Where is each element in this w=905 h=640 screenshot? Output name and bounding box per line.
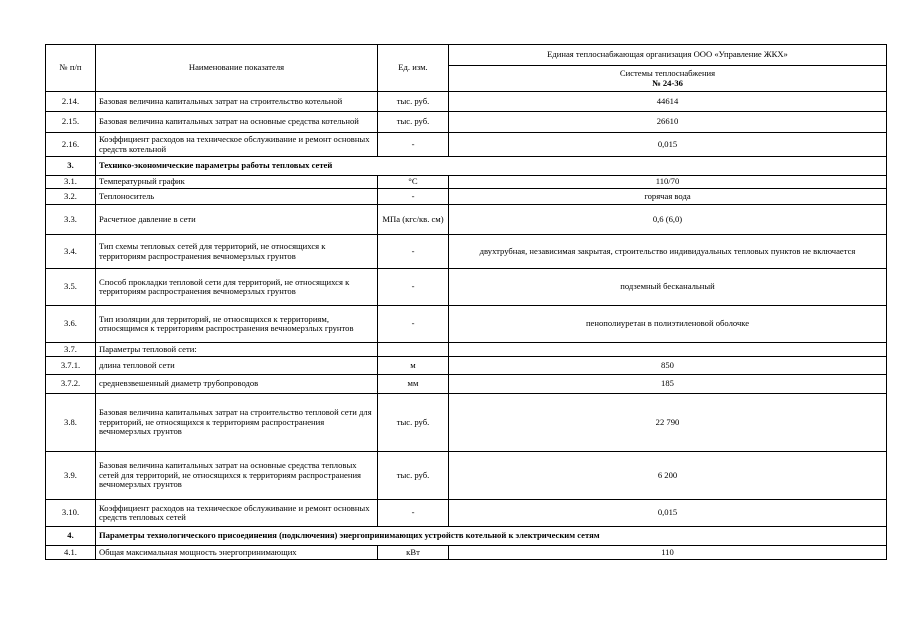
row-name: Тип схемы тепловых сетей для территорий, не относящихся к территориям распространения вечномерзлых грунтов: [96, 235, 378, 269]
table-row: [46, 546, 887, 560]
row-name: Базовая величина капитальных затрат на основные средства котельной: [96, 112, 378, 133]
row-unit: -: [378, 500, 449, 527]
row-name: Базовая величина капитальных затрат на строительство тепловой сети для территорий, не относящихся к территориям распространения вечномерзлых грунтов: [96, 394, 378, 452]
row-num: 4.1.: [46, 546, 96, 560]
row-num: 3.7.2.: [46, 375, 96, 394]
row-name: Базовая величина капитальных затрат на основные средства тепловых сетей для территорий, не относящихся к территориям распространения вечномерзлых грунтов: [96, 452, 378, 500]
header-row: [46, 45, 887, 66]
row-value: 0,015: [449, 133, 887, 157]
row-unit: [378, 343, 449, 357]
row-num: 3.9.: [46, 452, 96, 500]
row-name: Коэффициент расходов на техническое обслуживание и ремонт основных средств котельной: [96, 133, 378, 157]
section-title: Технико-экономические параметры работы тепловых сетей: [96, 157, 887, 176]
row-num: 3.2.: [46, 189, 96, 205]
row-name: Параметры тепловой сети:: [96, 343, 378, 357]
row-unit: кВт: [378, 546, 449, 560]
row-name: длина тепловой сети: [96, 357, 378, 375]
table-row: [46, 343, 887, 357]
row-value: 26610: [449, 112, 887, 133]
table-row: [46, 375, 887, 394]
row-unit: -: [378, 269, 449, 306]
row-name: Тип изоляции для территорий, не относящихся к территориям, относящимся к территориям распространения вечномерзлых грунтов: [96, 306, 378, 343]
row-num: 2.14.: [46, 92, 96, 112]
row-value: горячая вода: [449, 189, 887, 205]
header-systems-line2: № 24-36: [652, 77, 683, 88]
row-unit: м: [378, 357, 449, 375]
row-unit: тыс. руб.: [378, 112, 449, 133]
row-num: 3.10.: [46, 500, 96, 527]
row-num: 3.6.: [46, 306, 96, 343]
table-row: [46, 189, 887, 205]
row-num: 3.1.: [46, 176, 96, 189]
row-unit: -: [378, 306, 449, 343]
row-num: 2.15.: [46, 112, 96, 133]
table-row: [46, 500, 887, 527]
section-row: [46, 527, 887, 546]
row-unit: °С: [378, 176, 449, 189]
row-value: пенополиуретан в полиэтиленовой оболочке: [449, 306, 887, 343]
section-row: [46, 157, 887, 176]
row-num: 3.5.: [46, 269, 96, 306]
row-value: двухтрубная, независимая закрытая, строительство индивидуальных тепловых пунктов не включается: [449, 235, 887, 269]
row-unit: -: [378, 189, 449, 205]
row-num: 3.7.: [46, 343, 96, 357]
row-value: 44614: [449, 92, 887, 112]
section-num: 3.: [46, 157, 96, 176]
row-name: Общая максимальная мощность энергопринимающих: [96, 546, 378, 560]
table-row: [46, 176, 887, 189]
row-num: 3.7.1.: [46, 357, 96, 375]
table-row: [46, 235, 887, 269]
row-unit: -: [378, 235, 449, 269]
table-row: [46, 452, 887, 500]
row-unit: тыс. руб.: [378, 452, 449, 500]
row-unit: -: [378, 133, 449, 157]
section-title: Параметры технологического присоединения (подключения) энергопринимающих устройств котельной к электрическим сетям: [96, 527, 887, 546]
header-unit: Ед. изм.: [378, 45, 449, 92]
row-value: 185: [449, 375, 887, 394]
table-row: [46, 269, 887, 306]
row-name: средневзвешенный диаметр трубопроводов: [96, 375, 378, 394]
row-value: подземный бесканальный: [449, 269, 887, 306]
table-row: [46, 112, 887, 133]
header-org: Единая теплоснабжающая организация ООО «Управление ЖКХ»: [449, 45, 887, 66]
table-row: [46, 92, 887, 112]
row-name: Способ прокладки тепловой сети для территорий, не относящихся к территориям распространения вечномерзлых грунтов: [96, 269, 378, 306]
section-num: 4.: [46, 527, 96, 546]
row-value: 22 790: [449, 394, 887, 452]
row-unit: МПа (кгс/кв. см): [378, 205, 449, 235]
row-num: 3.4.: [46, 235, 96, 269]
parameters-table: [45, 44, 887, 560]
row-name: Расчетное давление в сети: [96, 205, 378, 235]
row-name: Теплоноситель: [96, 189, 378, 205]
table-row: [46, 394, 887, 452]
row-value: 6 200: [449, 452, 887, 500]
row-unit: тыс. руб.: [378, 92, 449, 112]
table-row: [46, 133, 887, 157]
row-name: Базовая величина капитальных затрат на строительство котельной: [96, 92, 378, 112]
row-value: 110: [449, 546, 887, 560]
row-num: 3.3.: [46, 205, 96, 235]
header-systems-line1: Системы теплоснабжения: [619, 68, 716, 79]
table-row: [46, 205, 887, 235]
row-value: 110/70: [449, 176, 887, 189]
row-num: 2.16.: [46, 133, 96, 157]
row-unit: тыс. руб.: [378, 394, 449, 452]
table-row: [46, 357, 887, 375]
header-num: № п/п: [46, 45, 96, 92]
row-value: [449, 343, 887, 357]
row-value: 0,015: [449, 500, 887, 527]
row-value: 850: [449, 357, 887, 375]
table-row: [46, 306, 887, 343]
row-unit: мм: [378, 375, 449, 394]
row-name: Температурный график: [96, 176, 378, 189]
row-num: 3.8.: [46, 394, 96, 452]
row-name: Коэффициент расходов на техническое обслуживание и ремонт основных средств тепловых сетей: [96, 500, 378, 527]
header-systems: [449, 66, 887, 92]
row-value: 0,6 (6,0): [449, 205, 887, 235]
header-name: Наименование показателя: [96, 45, 378, 92]
